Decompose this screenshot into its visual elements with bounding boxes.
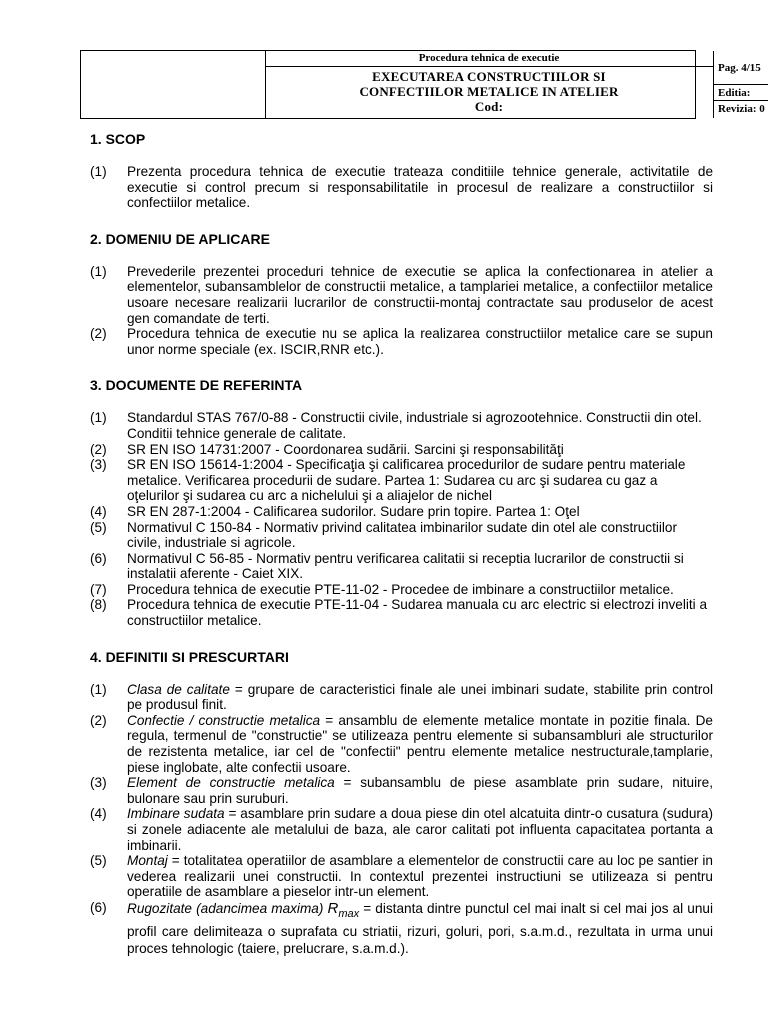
list-item bbox=[90, 713, 713, 775]
item-number: (4) bbox=[90, 503, 107, 519]
rmax-symbol bbox=[327, 899, 360, 920]
section-domeniu bbox=[90, 231, 713, 358]
procedure-label: Procedura tehnica de executie bbox=[265, 51, 713, 67]
section-documente bbox=[90, 377, 713, 628]
item-number: (6) bbox=[90, 899, 107, 915]
definition-text: = grupare de caracteristici finale ale unei imbinari sudate, stabilite prin control pe produsul finit. bbox=[127, 681, 714, 713]
item-text: Normativul C 56-85 - Normativ pentru verificarea calitatii si receptia lucrarilor de constructii si instalatii aferente - Caiet XIX. bbox=[127, 550, 684, 582]
item-text: Prezenta procedura tehnica de executie trateaza conditiile tehnice generale, activitatile de executie si control precum si responsabilitatile in procesul de realizare a constructiilor si confectiilor metalice. bbox=[127, 164, 713, 211]
list-item bbox=[90, 504, 713, 520]
list-item bbox=[90, 410, 713, 441]
document-title bbox=[265, 66, 713, 118]
item-number: (3) bbox=[90, 457, 107, 473]
definition-term: Montaj bbox=[127, 853, 168, 869]
item-text bbox=[127, 853, 713, 900]
item-text: SR EN 287-1:2004 - Calificarea sudorilor. Sudare prin topire. Partea 1: Oţel bbox=[127, 503, 580, 519]
definition-text: = ansamblu de elemente metalice montate in pozitie finala. De regula, termenul de "constructie" se utilizeaza pentru elemente si subansambluri ale structurilor de rezistenta metalice, iar cel de "confectii" pentru elemente metalice nestructurale,tamplarie, piese inglobate, alte confectii usoare. bbox=[127, 712, 713, 775]
list-item bbox=[90, 551, 713, 582]
list-item bbox=[90, 900, 713, 957]
list-item bbox=[90, 326, 713, 357]
list-item bbox=[90, 442, 713, 458]
item-number: (5) bbox=[90, 519, 107, 535]
list-item bbox=[90, 582, 713, 598]
item-text bbox=[127, 682, 713, 713]
page-number: Pag. 4/15 bbox=[714, 51, 768, 85]
section-title: 1. SCOP bbox=[90, 131, 146, 147]
list-item bbox=[90, 264, 713, 326]
document-body bbox=[90, 131, 713, 977]
code-label: Cod: bbox=[474, 99, 504, 114]
list-item bbox=[90, 164, 713, 211]
definition-term: Imbinare sudata bbox=[127, 806, 225, 822]
document-header bbox=[80, 50, 765, 119]
header-meta bbox=[713, 51, 768, 118]
list-item bbox=[90, 520, 713, 551]
item-number: (5) bbox=[90, 853, 107, 869]
item-number: (2) bbox=[90, 712, 107, 728]
list-item bbox=[90, 775, 713, 806]
definition-text: = totalitatea operatiilor de asamblare a elementelor de constructii care au loc pe santier in vederea realizarii unei constructii. In contextul prezentei instructiuni se utilizeaza si pentru operatiile de asamblare a pieselor intr-un element. bbox=[127, 853, 713, 900]
item-number: (1) bbox=[90, 263, 107, 279]
item-text: SR EN ISO 15614-1:2004 - Specificaţia şi calificarea procedurilor de sudare pentru materiale metalice. Verificarea procedurii de sudare. Partea 1: Sudarea cu arc şi sudarea cu gaz a oţelurilor şi sudarea cu arc a nichelului şi a aliajelor de nichel bbox=[127, 457, 686, 504]
definition-term: Clasa de calitate bbox=[127, 681, 230, 697]
title-line-2: CONFECTIILOR METALICE IN ATELIER bbox=[359, 84, 619, 99]
section-title: 3. DOCUMENTE DE REFERINTA bbox=[90, 377, 303, 394]
definition-term: Rugozitate (adancimea maxima) bbox=[127, 900, 324, 916]
list-item bbox=[90, 853, 713, 900]
definition-text: = distanta dintre punctul cel mai inalt si cel mai jos al unui profil care delimiteaza o suprafata cu striatii, rizuri, goluri, pori, s.a.m.d., rezultata in urma unui proces tehnologic (taiere, prelucrare, s.a.m.d.). bbox=[127, 900, 714, 956]
title-line-1: EXECUTAREA CONSTRUCTIILOR SI bbox=[372, 69, 606, 84]
item-text: Procedura tehnica de executie PTE-11-02 - Procedee de imbinare a constructiilor metalice. bbox=[127, 581, 674, 597]
item-number: (2) bbox=[90, 326, 107, 342]
item-number: (1) bbox=[90, 164, 107, 179]
item-number: (2) bbox=[90, 441, 107, 457]
symbol-letter: R bbox=[327, 899, 339, 917]
section-scop bbox=[90, 131, 713, 211]
item-text: Procedura tehnica de executie nu se aplica la realizarea constructiilor metalice care se supun unor norme speciale (ex. ISCIR,RNR etc.). bbox=[127, 326, 713, 357]
definition-term: Confectie / constructie metalica bbox=[127, 712, 321, 728]
list-item bbox=[90, 457, 713, 504]
definition-text: = asamblare prin sudare a doua piese din otel alcatuita dintr-o cusatura (sudura) si zonele adiacente ale metalului de baza, ale caror calitati pot influenta capacitatea portanta a imbinarii. bbox=[127, 806, 713, 853]
symbol-subscript: max bbox=[338, 907, 360, 920]
section-definitii bbox=[90, 649, 713, 957]
section-title: 2. DOMENIU DE APLICARE bbox=[90, 230, 270, 247]
header-logo-cell bbox=[81, 51, 266, 118]
item-number: (1) bbox=[90, 410, 107, 426]
item-text bbox=[127, 775, 713, 806]
item-number: (8) bbox=[90, 597, 107, 613]
list-item bbox=[90, 806, 713, 853]
revision-label: Revizia: 0 bbox=[718, 103, 765, 115]
item-number: (4) bbox=[90, 806, 107, 822]
item-text: Prevederile prezentei proceduri tehnice de executie se aplica la confectionarea in atelier a elementelor, subansamblelor de constructii metalice, a tamplariei metalice, a confectiilor metalice usoare necesare realizarii lucrarilor de constructii-montaj contractate sau produselor de acest gen comandate de terti. bbox=[127, 263, 713, 326]
list-item bbox=[90, 597, 713, 628]
section-title: 4. DEFINITII SI PRESCURTARI bbox=[90, 648, 289, 665]
item-text bbox=[127, 806, 713, 853]
item-text: Normativul C 150-84 - Normativ privind calitatea imbinarilor sudate din otel ale constructiilor civile, industriale si agricole. bbox=[127, 519, 678, 551]
edition-label: Editia: bbox=[714, 85, 768, 101]
list-item bbox=[90, 682, 713, 713]
item-number: (1) bbox=[90, 681, 107, 697]
item-number: (6) bbox=[90, 550, 107, 566]
item-number: (3) bbox=[90, 775, 107, 791]
item-text bbox=[127, 713, 713, 775]
item-text: Procedura tehnica de executie PTE-11-04 - Sudarea manuala cu arc electric si electrozi inveliti a constructiilor metalice. bbox=[127, 597, 708, 629]
item-text: Standardul STAS 767/0-88 - Constructii civile, industriale si agrozootehnice. Constructii din otel. Conditii tehnice generale de calitate. bbox=[127, 410, 702, 441]
item-text bbox=[127, 900, 713, 957]
definition-term: Element de constructie metalica bbox=[127, 775, 335, 791]
item-number: (7) bbox=[90, 581, 107, 597]
definition-text: = subansamblu de piese asamblate prin sudare, nituire, bulonare sau prin suruburi. bbox=[127, 775, 713, 806]
item-text: SR EN ISO 14731:2007 - Coordonarea sudării. Sarcini şi responsabilităţi bbox=[127, 441, 564, 457]
